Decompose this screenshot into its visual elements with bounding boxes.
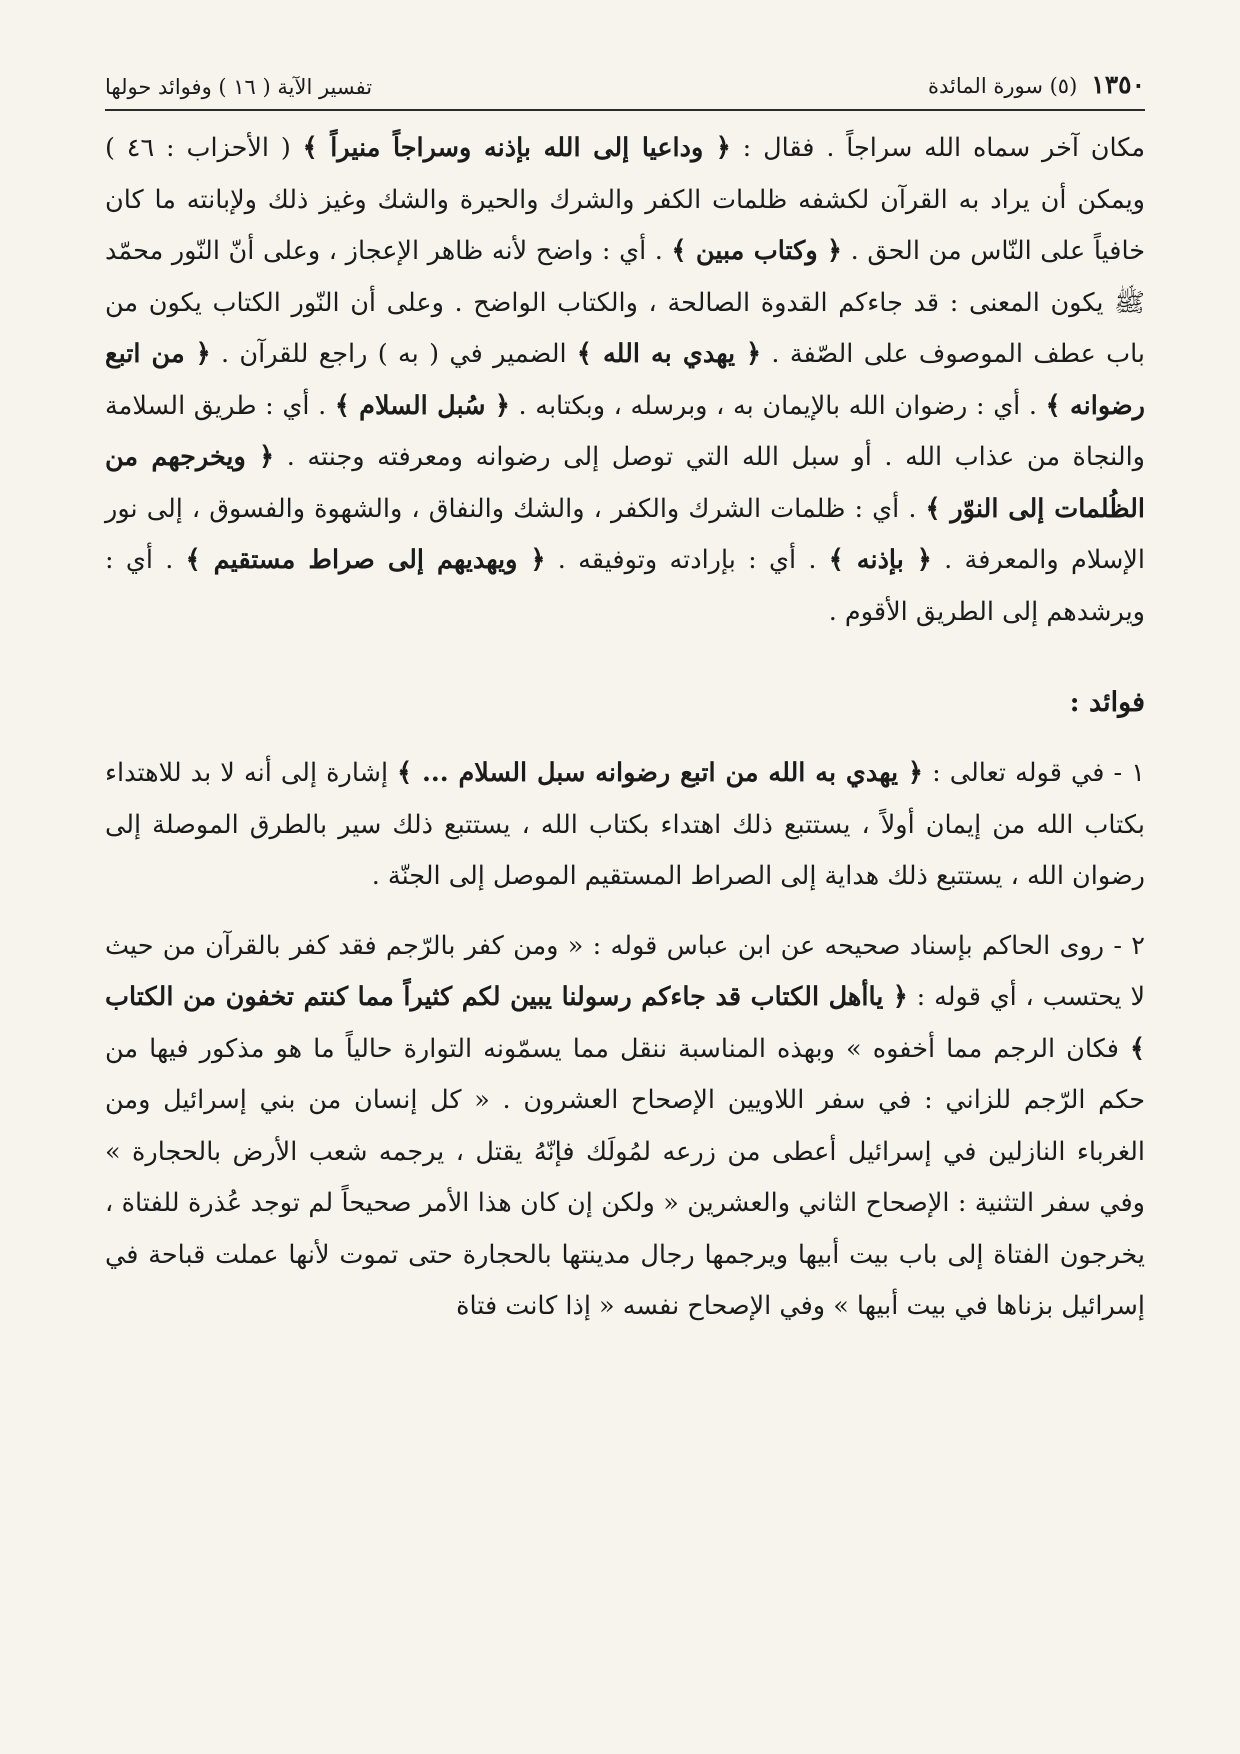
tafsir-paragraph	[105, 123, 1145, 638]
text-run: . أي : ويرشدهم إلى الطريق الأقوم .	[105, 545, 1145, 627]
running-header	[105, 70, 1145, 111]
benefits-heading: فوائد :	[1069, 687, 1145, 718]
page-body	[105, 123, 1145, 1333]
text-run: فكان الرجم مما أخفوه » وبهذه المناسبة ننقل مما يسمّونه التوارة حالياً ما هو مذكور فيها من حكم الرّجم للزاني : في سفر اللاويين الإصحاح العشرون . « كل إنسان من بني إسرائيل ومن الغرباء النازلين في إسرائيل أعطى من زرعه لمُولَك فإنّهُ يقتل ، يرجمه شعب الأرض بالحجارة » وفي سفر التثنية : الإصحاح الثاني والعشرين « ولكن إن كان هذا الأمر صحيحاً لم توجد عُذرة للفتاة ، يخرجون الفتاة إلى باب بيت أبيها ويرجمها رجال مدينتها بالحجارة حتى تموت لأنها عملت قباحة في إسرائيل بزناها في بيت أبيها » وفي الإصحاح نفسه « إذا كانت فتاة	[105, 1033, 1145, 1321]
quran-quote: ﴿ يهدي به الله ﴾	[576, 339, 762, 369]
section-topic: تفسير الآية ( ١٦ ) وفوائد حولها	[105, 75, 373, 99]
page-number: ١٣٥٠	[1091, 70, 1145, 99]
quran-quote: ﴿ يهدي به الله من اتبع رضوانه سبل السلام ... ﴾	[397, 758, 923, 788]
text-run: . أي : واضح لأنه ظاهر الإعجاز ، وعلى أنّ النّور محمّد ﷺ يكون المعنى : قد جاءكم القدوة الصالحة ، والكتاب الواضح . وعلى أن النّور الكتاب يكون من باب عطف الموصوف على الصّفة .	[105, 236, 1146, 369]
benefit-item-1	[105, 748, 1145, 903]
text-run: . أي : رضوان الله بالإيمان به ، وبرسله ، وبكتابه .	[509, 390, 1046, 421]
quran-quote: ﴿ سُبل السلام ﴾	[334, 390, 510, 421]
text-run: ( الأحزاب : ٤٦ ) ويمكن أن يراد به القرآن لكشفه ظلمات الكفر والشرك والحيرة والشك وغيز ذلك ولإبانته ما كان خافياً على النّاس من الحق .	[105, 133, 1146, 266]
text-run: . أي : طريق السلامة والنجاة من عذاب الله . أو سبل الله التي توصل إلى رضوانه ومعرفته وجنته .	[105, 390, 1146, 472]
surah-title: (٥) سورة المائدة	[928, 74, 1078, 98]
text-run: الضمير في ( به ) راجع للقرآن .	[210, 339, 577, 369]
text-run: . أي : ظلمات الشرك والكفر ، والشك والنفاق ، والشهوة والفسوق ، إلى نور الإسلام والمعرفة .	[105, 493, 1145, 575]
text-run: مكان آخر سماه الله سراجاً . فقال :	[730, 133, 1146, 163]
text-run: إشارة إلى أنه لا بد للاهتداء بكتاب الله من إيمان أولاً ، يستتبع ذلك اهتداء بكتاب الله ، يستتبع ذلك سير بالطرق الموصلة إلى رضوان الله ، يستتبع ذلك هداية إلى الصراط المستقيم الموصل إلى الجنّة .	[105, 758, 1145, 891]
quran-quote: ﴿ ويهديهم إلى صراط مستقيم ﴾	[185, 545, 546, 575]
text-run: ٢ - روى الحاكم بإسناد صحيحه عن ابن عباس قوله : « ومن كفر بالرّجم فقد كفر بالقرآن من حيث لا يحتسب ، أي قوله :	[105, 930, 1145, 1012]
quran-quote: ﴿ من اتبع رضوانه ﴾	[105, 339, 1145, 421]
text-run: . أي : بإرادته وتوفيقه .	[545, 545, 829, 575]
quran-quote: ﴿ ويخرجهم من الظُلمات إلى النوّر ﴾	[105, 442, 1145, 524]
text-run: ١ - في قوله تعالى :	[922, 758, 1145, 788]
quran-quote: ﴿ وكتاب مبين ﴾	[671, 236, 842, 266]
benefit-item-2	[105, 921, 1145, 1333]
quran-quote: ﴿ وداعيا إلى الله بإذنه وسراجاً منيراً ﴾	[302, 133, 731, 163]
quran-quote: ﴿ بإذنه ﴾	[828, 545, 932, 575]
header-right	[928, 70, 1145, 99]
quran-quote: ﴿ ياأهل الكتاب قد جاءكم رسولنا يبين لكم كثيراً مما كنتم تخفون من الكتاب ﴾	[105, 982, 1145, 1064]
spacer	[105, 638, 1145, 678]
